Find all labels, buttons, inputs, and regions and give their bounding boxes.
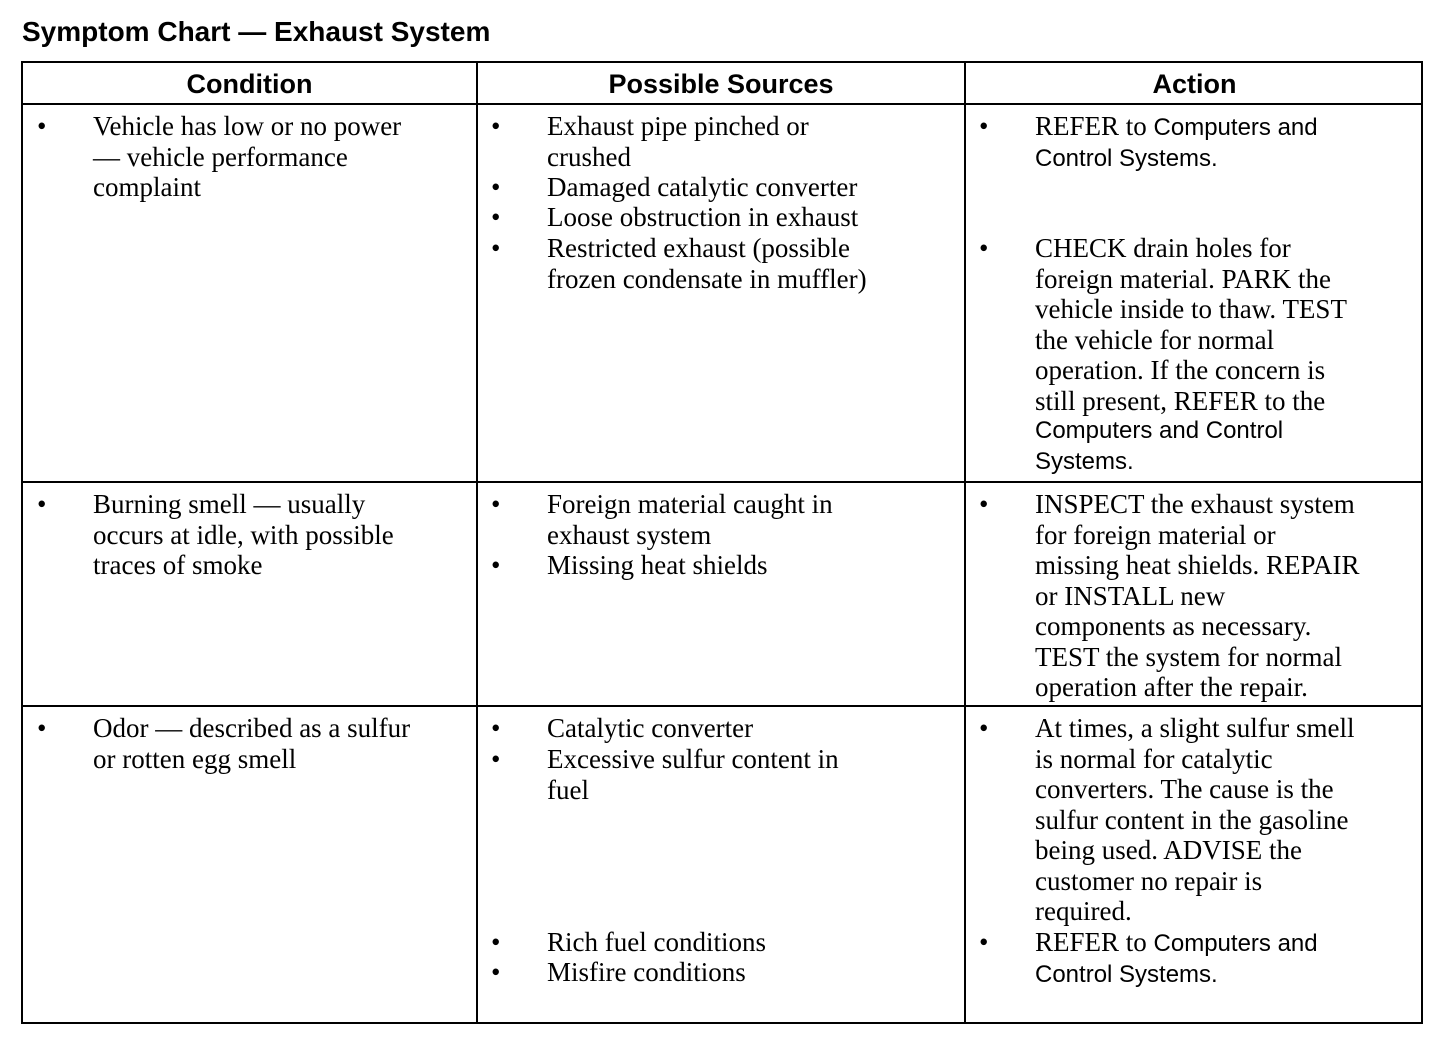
action-text: REFER to [1035,111,1154,141]
manual-reference-link[interactable]: Computers and [1153,930,1318,957]
action-line: being used. ADVISE the [1035,835,1302,865]
manual-reference-link[interactable]: Control Systems. [1035,144,1218,172]
action-line: INSPECT the exhaust system [1035,489,1355,519]
chart-title: Symptom Chart — Exhaust System [22,16,491,47]
source-line: Restricted exhaust (possible [547,233,850,263]
action-text: REFER to [1035,927,1154,957]
action-line: components as necessary. [1035,611,1312,641]
bullet: • [491,172,501,202]
bullet: • [491,744,501,774]
bullet: • [37,111,47,141]
condition-line: — vehicle performance [93,141,348,172]
action-line: At times, a slight sulfur smell [1035,713,1355,743]
header-action: Action [1152,69,1237,99]
bullet: • [37,713,47,743]
source-line: Exhaust pipe pinched or [547,111,809,141]
bullet: • [491,202,501,232]
condition-line: complaint [93,172,201,202]
source-line: Missing heat shields [547,550,768,580]
action-line: operation. If the concern is [1035,355,1326,385]
manual-reference-link[interactable]: Computers and Control [1035,417,1284,444]
bullet: • [979,927,989,957]
action-line: operation after the repair. [1035,672,1308,702]
bullet: • [491,550,501,580]
bullet: • [979,713,989,743]
manual-reference-link[interactable]: Computers and [1153,114,1318,141]
source-line: fuel [547,774,589,805]
source-line: Catalytic converter [547,713,754,743]
action-line: vehicle inside to thaw. TEST [1035,294,1347,324]
source-line: Rich fuel conditions [547,927,766,957]
row-divider [23,705,1421,707]
source-line: crushed [547,141,631,172]
bullet: • [491,233,501,263]
source-line: Excessive sulfur content in [547,744,839,774]
action-line: customer no repair is [1035,865,1263,896]
bullet: • [979,489,989,519]
header-condition: Condition [186,69,313,99]
action-line: TEST the system for normal [1035,641,1342,672]
action-line: converters. The cause is the [1035,774,1334,804]
action-line: sulfur content in the gasoline [1035,804,1349,835]
symptom-table [21,61,1423,1024]
action-line: required. [1035,896,1132,926]
condition-line: Odor — described as a sulfur [93,713,411,743]
source-line: exhaust system [547,519,712,550]
source-line: Damaged catalytic converter [547,172,858,202]
bullet: • [979,111,989,141]
bullet: • [37,489,47,519]
condition-line: occurs at idle, with possible [93,519,394,550]
bullet: • [491,111,501,141]
condition-line: Vehicle has low or no power [93,111,402,141]
action-line: or INSTALL new [1035,580,1226,611]
source-line: frozen condensate in muffler) [547,263,867,294]
action-line: foreign material. PARK the [1035,263,1331,294]
source-line: Misfire conditions [547,957,746,987]
header-possible-sources: Possible Sources [608,69,834,99]
action-line: still present, REFER to the [1035,385,1326,416]
manual-reference-link[interactable]: Control Systems. [1035,960,1218,988]
row-divider [23,481,1421,483]
column-divider [476,63,478,1022]
action-line: is normal for catalytic [1035,743,1273,774]
source-line: Foreign material caught in [547,489,833,519]
condition-line: Burning smell — usually [93,489,366,519]
condition-line: traces of smoke [93,550,263,580]
bullet: • [491,927,501,957]
bullet: • [491,489,501,519]
action-line: CHECK drain holes for [1035,233,1291,263]
manual-reference-link[interactable]: Systems. [1035,447,1134,475]
bullet: • [979,233,989,263]
condition-line: or rotten egg smell [93,743,297,774]
action-line: missing heat shields. REPAIR [1035,550,1360,580]
action-line: for foreign material or [1035,519,1276,550]
action-line: the vehicle for normal [1035,324,1275,355]
bullet: • [491,713,501,743]
bullet: • [491,957,501,987]
source-line: Loose obstruction in exhaust [547,202,859,232]
